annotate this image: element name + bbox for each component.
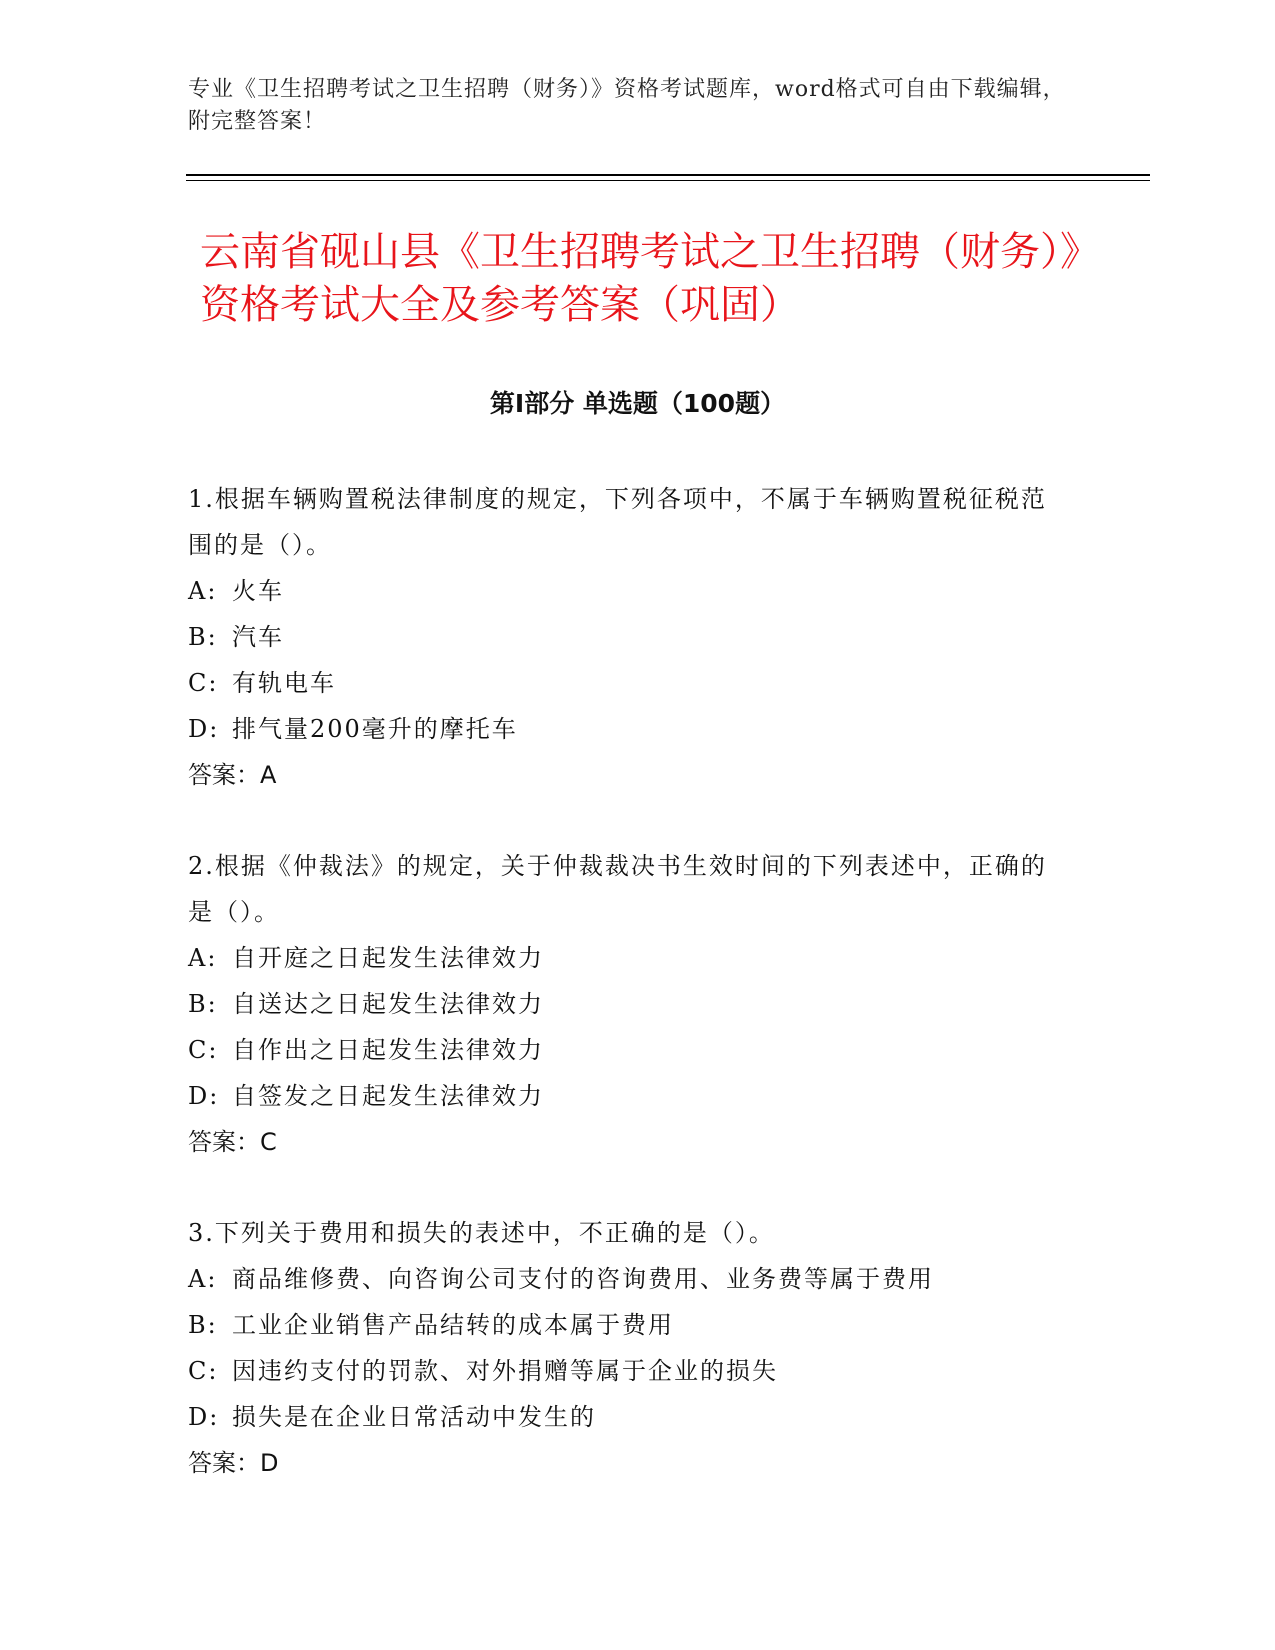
option-letter: B: (188, 623, 218, 651)
option-letter: B: (188, 1311, 218, 1339)
option-c (188, 660, 1068, 706)
answer-line: 答案：A (188, 761, 277, 789)
option-b (188, 614, 1068, 660)
header-note: 专业《卫生招聘考试之卫生招聘（财务）》资格考试题库，word格式可自由下载编辑，附完整答案！ (188, 77, 1066, 134)
option-letter: A: (188, 577, 218, 605)
option-text: 自开庭之日起发生法律效力 (232, 944, 544, 972)
question-stem: 1.根据车辆购置税法律制度的规定，下列各项中，不属于车辆购置税征税范围的是（）。 (188, 485, 1047, 559)
answer-line: 答案：D (188, 1449, 279, 1477)
option-a (188, 935, 1068, 981)
question-item (188, 476, 1068, 798)
option-text: 自签发之日起发生法律效力 (232, 1082, 544, 1110)
option-d (188, 1394, 1068, 1440)
option-c (188, 1348, 1068, 1394)
document-title: 云南省砚山县《卫生招聘考试之卫生招聘（财务）》资格考试大全及参考答案（巩固） (200, 229, 1100, 328)
option-text: 有轨电车 (232, 669, 336, 697)
question-stem: 2.根据《仲裁法》的规定，关于仲裁裁决书生效时间的下列表述中，正确的是（）。 (188, 852, 1047, 926)
option-text: 工业企业销售产品结转的成本属于费用 (232, 1311, 674, 1339)
option-c (188, 1027, 1068, 1073)
option-text: 火车 (232, 577, 284, 605)
answer-line: 答案：C (188, 1128, 277, 1156)
option-a (188, 568, 1068, 614)
option-text: 因违约支付的罚款、对外捐赠等属于企业的损失 (232, 1357, 778, 1385)
option-letter: A: (188, 1265, 218, 1293)
option-text: 商品维修费、向咨询公司支付的咨询费用、业务费等属于费用 (232, 1265, 934, 1293)
option-d (188, 1073, 1068, 1119)
option-letter: A: (188, 944, 218, 972)
option-letter: C: (188, 669, 219, 697)
option-b (188, 1302, 1068, 1348)
header-divider-thin (186, 180, 1150, 181)
option-a (188, 1256, 1068, 1302)
option-letter: D: (188, 1082, 220, 1110)
option-text: 自送达之日起发生法律效力 (232, 990, 544, 1018)
option-d (188, 706, 1068, 752)
section-heading: 第Ⅰ部分 单选题（100题） (489, 389, 786, 418)
option-text: 自作出之日起发生法律效力 (232, 1036, 544, 1064)
option-letter: C: (188, 1036, 219, 1064)
option-text: 排气量200毫升的摩托车 (232, 715, 518, 743)
option-b (188, 981, 1068, 1027)
question-item (188, 843, 1068, 1165)
option-letter: D: (188, 715, 220, 743)
option-text: 汽车 (232, 623, 284, 651)
option-letter: D: (188, 1403, 220, 1431)
option-text: 损失是在企业日常活动中发生的 (232, 1403, 596, 1431)
question-item (188, 1210, 1068, 1486)
option-letter: B: (188, 990, 218, 1018)
question-list (188, 476, 1068, 1531)
header-divider-thick (186, 174, 1150, 176)
question-stem: 3.下列关于费用和损失的表述中，不正确的是（）。 (188, 1219, 775, 1247)
option-letter: C: (188, 1357, 219, 1385)
